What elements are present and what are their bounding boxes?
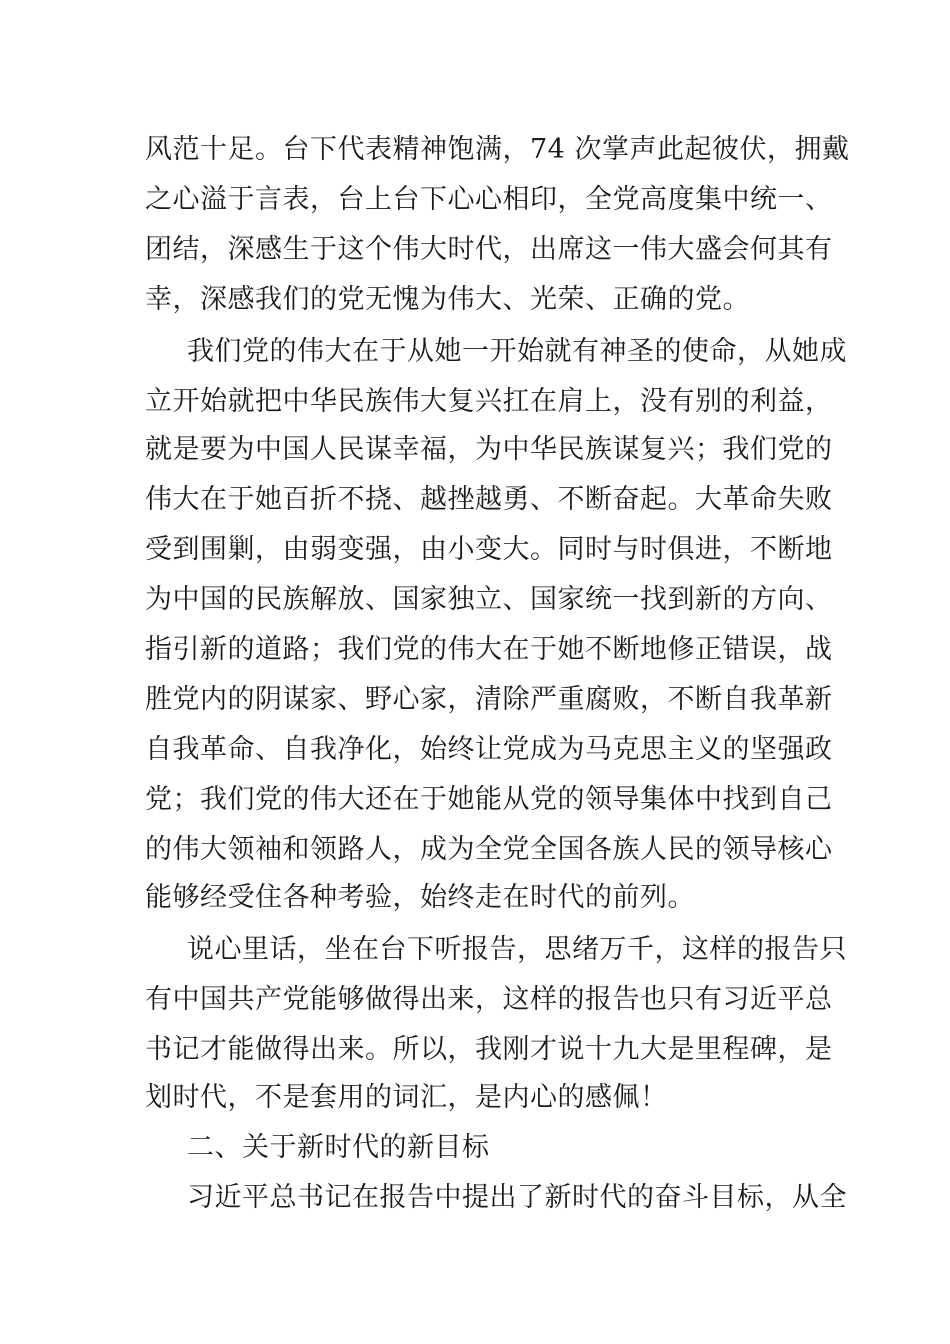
text-line: 指引新的道路；我们党的伟大在于她不断地修正错误，战	[145, 634, 833, 665]
text-line: 幸，深感我们的党无愧为伟大、光荣、正确的党。	[145, 284, 750, 315]
paragraph-start-line: 习近平总书记在报告中提出了新时代的奋斗目标，从全	[187, 1182, 847, 1213]
text-line: 受到围剿，由弱变强，由小变大。同时与时俱进，不断地	[145, 534, 833, 565]
text-line: 之心溢于言表，台上台下心心相印，全党高度集中统一、	[145, 184, 833, 215]
paragraph-start-line: 说心里话，坐在台下听报告，思绪万千，这样的报告只	[187, 934, 847, 965]
text-line: 为中国的民族解放、国家独立、国家统一找到新的方向、	[145, 584, 833, 615]
text-line: 伟大在于她百折不挠、越挫越勇、不断奋起。大革命失败	[145, 484, 833, 515]
text-line: 的伟大领袖和领路人，成为全党全国各族人民的领导核心	[145, 834, 833, 865]
text-line: 立开始就把中华民族伟大复兴扛在肩上，没有别的利益，	[145, 386, 833, 417]
text-line: 团结，深感生于这个伟大时代，出席这一伟大盛会何其有	[145, 234, 833, 265]
text-line: 能够经受住各种考验，始终走在时代的前列。	[145, 882, 695, 913]
paragraph-start-line: 我们党的伟大在于从她一开始就有神圣的使命，从她成	[187, 336, 847, 367]
text-line: 风范十足。台下代表精神饱满，74 次掌声此起彼伏，拥戴	[145, 134, 850, 165]
text-line: 胜党内的阴谋家、野心家，清除严重腐败，不断自我革新	[145, 684, 833, 715]
text-line: 自我革命、自我净化，始终让党成为马克思主义的坚强政	[145, 734, 833, 765]
text-line: 有中国共产党能够做得出来，这样的报告也只有习近平总	[145, 984, 833, 1015]
section-heading: 二、关于新时代的新目标	[187, 1132, 490, 1163]
text-line: 就是要为中国人民谋幸福，为中华民族谋复兴；我们党的	[145, 434, 833, 465]
text-line: 书记才能做得出来。所以，我刚才说十九大是里程碑，是	[145, 1034, 833, 1065]
text-line: 党；我们党的伟大还在于她能从党的领导集体中找到自己	[145, 784, 833, 815]
text-line: 划时代，不是套用的词汇，是内心的感佩！	[145, 1082, 668, 1113]
